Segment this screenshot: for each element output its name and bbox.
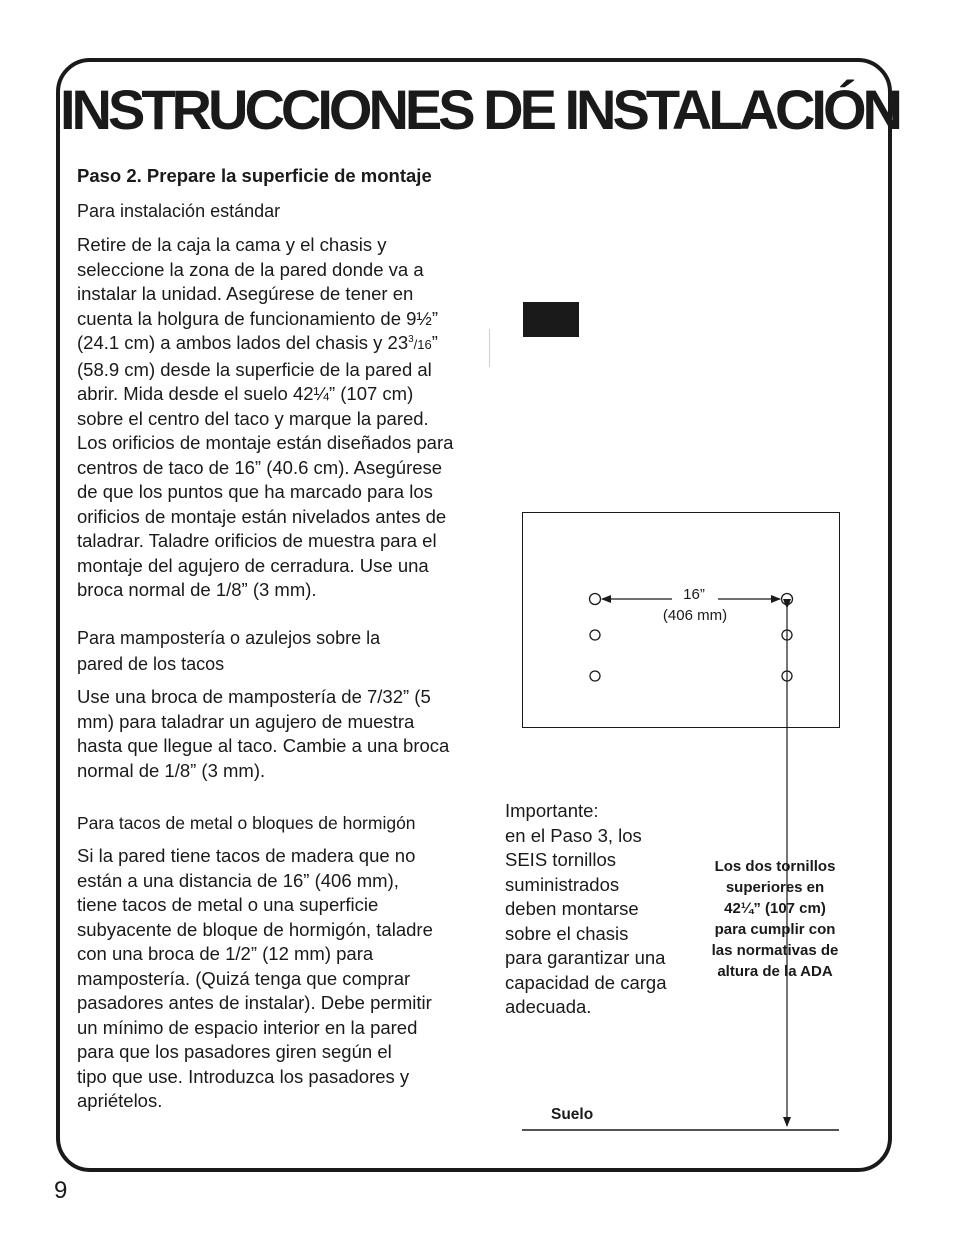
text-line: sobre el chasis [505,922,629,944]
text-line: sobre el centro del taco y marque la pared. [77,407,429,429]
text-line: Para mampostería o azulejos sobre la [77,628,381,648]
callout-line: para cumplir con [714,921,836,938]
text-fragment: (24.1 cm) a ambos lados del chasis y 23 [77,332,409,353]
ada-callout [697,856,853,982]
text-line: pasadores antes de instalar). Debe permitir [77,992,432,1013]
text-line: subyacente de bloque de hormigón, taladre [77,918,433,940]
text-line: un mínimo de espacio interior en la pared [77,1016,418,1038]
mounting-hole [590,671,600,681]
fraction-numerator: 3 [408,334,414,345]
spacing-metric-label: (406 mm) [662,607,728,624]
callout-line: altura de la ADA [717,963,833,980]
text-line: para que los pasadores giren según el [77,1041,392,1062]
page-title: INSTRUCCIONES DE INSTALACIÓN [60,78,899,141]
mounting-hole [782,594,793,605]
floor-label: Suelo [551,1106,594,1123]
callout-line: las normativas de [711,942,839,959]
text-line: montaje del agujero de cerradura. Use una [77,554,429,576]
text-line: Use una broca de mampostería de 7/32” (5 [77,686,431,707]
mounting-hole [590,630,600,640]
important-note [505,799,695,1020]
text-line: con una broca de 1/2” (12 mm) para [77,943,374,964]
callout-line: superiores en [725,879,825,896]
standard-subheading: Para instalación estándar [77,201,281,221]
fraction-denominator: /16 [413,337,432,352]
text-line: capacidad de carga [505,971,667,993]
spacing-label: 16” [683,586,705,603]
text-line: en el Paso 3, los [505,824,642,846]
text-line: seleccione la zona de la pared donde va a [77,258,424,280]
text-line: broca normal de 1/8” (3 mm). [77,579,317,600]
text-line: centros de taco de 16” (40.6 cm). Asegúrese [77,456,443,478]
text-line: abrir. Mida desde el suelo 42¼” (107 cm) [77,383,414,404]
text-line: SEIS tornillos [505,849,617,870]
page-number: 9 [54,1177,68,1204]
text-fragment: ” [431,332,438,353]
text-line: Los orificios de montaje están diseñados para [77,432,454,453]
text-line: apriételos. [77,1090,163,1111]
text-line: Retire de la caja la cama y el chasis y [77,234,387,255]
text-line: instalar la unidad. Asegúrese de tener en [77,283,414,304]
text-line: mm) para taladrar un agujero de muestra [77,710,415,732]
text-line: Si la pared tiene tacos de madera que no [77,845,416,866]
text-line: suministrados [505,873,620,895]
text-line: de que los puntos que ha marcado para los [77,481,433,502]
text-line: hasta que llegue al taco. Cambie a una broca [77,735,450,756]
text-line: para garantizar una [505,947,666,968]
text-line: normal de 1/8” (3 mm). [77,759,266,781]
text-line: tipo que use. Introduzca los pasadores y [77,1065,410,1087]
callout-line: 42¼” (107 cm) [724,900,826,917]
mounting-hole [590,594,601,605]
text-line: adecuada. [505,996,592,1017]
step-heading: Paso 2. Prepare la superficie de montaje [77,165,432,186]
text-line: están a una distancia de 16” (406 mm), [77,869,399,891]
text-line: cuenta la holgura de funcionamiento de 9½” [77,307,439,329]
metal-subheading: Para tacos de metal o bloques de hormigón [77,813,416,833]
text-line: tiene tacos de metal o una superficie [77,894,379,915]
callout-line: Los dos tornillos [714,858,836,875]
text-line: orificios de montaje están nivelados antes de [77,505,447,527]
text-line: (58.9 cm) desde la superficie de la pared al [77,358,432,380]
text-line: pared de los tacos [77,654,225,674]
text-line: taladrar. Taladre orificios de muestra para el [77,530,437,551]
text-line: mampostería. (Quizá tenga que comprar [77,967,411,989]
text-line: deben montarse [505,898,639,919]
important-heading: Importante: [505,800,599,821]
